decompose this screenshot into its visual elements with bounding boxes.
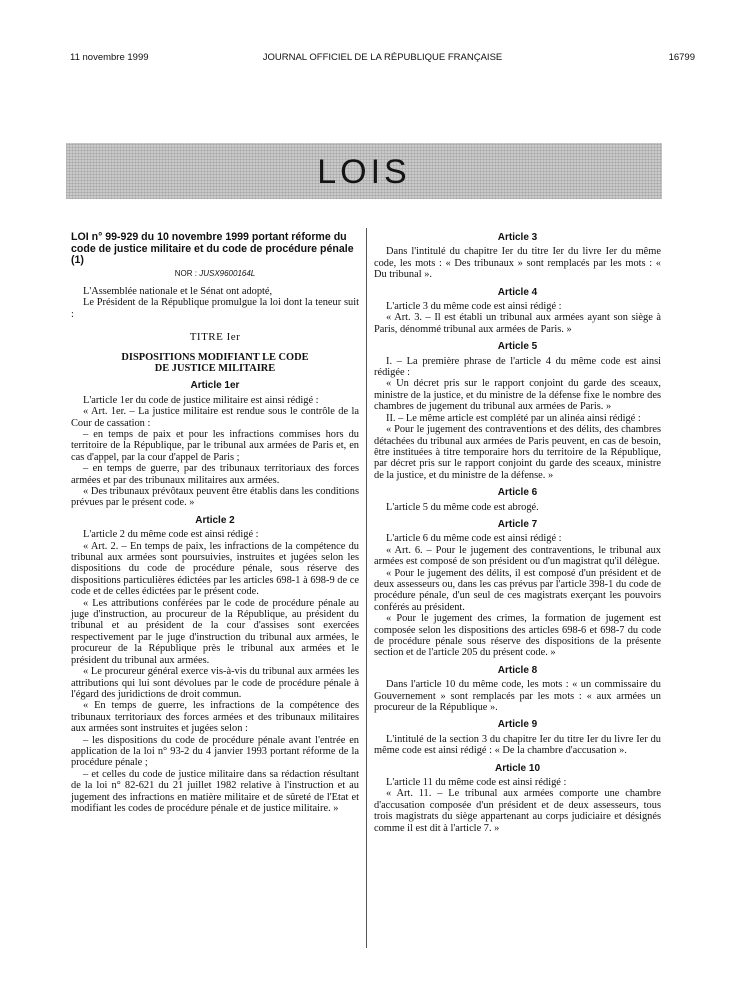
- nor-reference: [71, 268, 359, 279]
- article-paragraph: « Art. 1er. – La justice militaire est rendue sous le contrôle de la Cour de cassation :: [71, 406, 359, 429]
- article-paragraph: L'article 5 du même code est abrogé.: [386, 501, 539, 513]
- article-bullet: – et celles du code de justice militaire dans sa rédaction résultant de la loi n° 82-621 du 21 juillet 1982 relative à l'instruction et au jugement des infractions en matière militaire et de sûreté de l'Etat et modifiant les codes de procédure pénale et de justice militaire. »: [71, 768, 359, 814]
- titre-heading: TITRE Ier: [189, 331, 241, 344]
- article-paragraph: « En temps de guerre, les infractions de la compétence des tribunaux territoriaux des forces armées et des tribunaux militaires aux armées sont instruites et jugées selon :: [71, 700, 359, 735]
- article-paragraph: « Art. 11. – Le tribunal aux armées comporte une chambre d'accusation composée d'un président et de deux assesseurs, tous trois magistrats du siège appartenant au corps judiciaire et désignés comme il est dit à l'article 7. »: [374, 788, 661, 834]
- article-paragraph: « Art. 3. – Il est établi un tribunal aux armées ayant son siège à Paris, dénommé tribunal aux armées de Paris. »: [374, 312, 661, 335]
- article-paragraph: L'article 6 du même code est ainsi rédigé :: [386, 533, 562, 545]
- intro-paragraph: L'Assemblée nationale et le Sénat ont adopté,: [83, 285, 273, 297]
- article-paragraph: « Un décret pris sur le rapport conjoint du garde des sceaux, ministre de la justice, et du ministre de la défense fixe le nombre des chambres de jugement du tribunal aux armées de Paris. »: [374, 378, 661, 413]
- article-paragraph: « Les attributions conférées par le code de procédure pénale au juge d'instruction, au procureur de la République, au président du tribunal et au président de la cour d'assises sont exercées respectivement par le juge d'instruction du tribunal aux armées, le procureur de la République près le tribunal aux armées et le président du tribunal aux armées.: [71, 597, 359, 666]
- article-heading: Article 2: [195, 514, 235, 526]
- article-paragraph: I. – La première phrase de l'article 4 du même code est ainsi rédigée :: [374, 355, 661, 379]
- article-heading: Article 1er: [190, 380, 240, 392]
- article-paragraph: « Le procureur général exerce vis-à-vis du tribunal aux armées les attributions qui lui sont dévolues par le code de procédure pénale à l'égard des juridictions de droit commun.: [71, 666, 359, 700]
- section-heading: DE JUSTICE MILITAIRE: [154, 362, 276, 374]
- intro-paragraph: Le Président de la République promulgue la loi dont la teneur suit :: [71, 297, 359, 320]
- banner-label: LOIS: [317, 153, 411, 191]
- nor-label: NOR :: [174, 268, 200, 278]
- article-paragraph: Dans l'intitulé du chapitre Ier du titre Ier du livre Ier du même code, les mots : « Des tribunaux » sont remplacés par les mots : « Du tribunal ».: [374, 246, 661, 281]
- column-divider: [366, 228, 367, 948]
- nor-code: JUSX9600164L: [199, 268, 256, 278]
- article-paragraph: « Pour le jugement des délits, il est composé d'un président et de deux assesseurs ou, dans les cas prévus par l'article 398-1 du code de procédure pénale, d'un seul de ces magistrats exerçant les pouvoirs conférés au président.: [374, 567, 661, 613]
- right-column: [374, 232, 661, 834]
- article-paragraph: L'article 11 du même code est ainsi rédigé :: [386, 777, 567, 789]
- article-heading: Article 6: [497, 487, 538, 499]
- article-paragraph: « Des tribunaux prévôtaux peuvent être établis dans les conditions prévues par le présent code. »: [71, 486, 359, 509]
- page-header: [70, 52, 695, 66]
- header-date: 11 novembre 1999: [70, 52, 149, 63]
- article-paragraph: II. – Le même article est complété par un alinéa ainsi rédigé :: [386, 412, 641, 424]
- article-paragraph: Dans l'article 10 du même code, les mots : « un commissaire du Gouvernement » sont remplacés par les mots : « aux armées un procureur de la République ».: [374, 679, 661, 714]
- section-heading: DISPOSITIONS MODIFIANT LE CODE: [121, 351, 309, 363]
- article-bullet: – en temps de paix et pour les infractions commises hors du territoire de la République, par le tribunal aux armées de Paris et, en cas d'appel, par la cour d'appel de Paris ;: [71, 428, 359, 463]
- article-heading: Article 9: [497, 719, 538, 731]
- article-paragraph: « Art. 2. – En temps de paix, les infractions de la compétence du tribunal aux armées sont poursuivies, instruites et jugées selon les dispositions du code de procédure pénale, sous réserve des dispositions particulières édictées par les articles 698-1 à 698-9 de ce code et de celles édictées par le présent code.: [71, 540, 359, 598]
- journal-title: JOURNAL OFFICIEL DE LA RÉPUBLIQUE FRANÇAISE: [262, 52, 503, 63]
- section-banner: [66, 143, 662, 199]
- law-title: LOI n° 99-929 du 10 novembre 1999 portant réforme du code de justice militaire et du code de procédure pénale (1): [71, 231, 354, 266]
- article-heading: Article 4: [497, 286, 538, 298]
- article-paragraph: L'article 2 du même code est ainsi rédigé :: [83, 529, 259, 541]
- article-heading: Article 3: [497, 232, 538, 243]
- article-paragraph: L'intitulé de la section 3 du chapitre Ier du titre Ier du livre Ier du même code est ainsi rédigé : « De la chambre d'accusation ».: [374, 733, 661, 757]
- article-paragraph: « Art. 6. – Pour le jugement des contraventions, le tribunal aux armées est composé de son président ou d'un magistrat qu'il délègue.: [374, 544, 661, 568]
- article-paragraph: L'article 3 du même code est ainsi rédigé :: [386, 301, 562, 313]
- page-number: 16799: [668, 52, 695, 63]
- article-paragraph: L'article 1er du code de justice militaire est ainsi rédigé :: [83, 394, 319, 406]
- article-bullet: – les dispositions du code de procédure pénale avant l'entrée en application de la loi n° 93-2 du 4 janvier 1993 portant réforme de la procédure pénale ;: [71, 734, 359, 769]
- article-paragraph: « Pour le jugement des contraventions et des délits, des chambres détachées du tribunal aux armées de Paris peuvent, en cas de besoin, être instituées à titre temporaire hors du territoire de la République, par décret pris sur le rapport conjoint du garde des sceaux, ministre de la justice, et du ministre de la défense. »: [374, 424, 661, 481]
- left-column: [71, 232, 359, 814]
- article-heading: Article 10: [494, 762, 541, 774]
- article-heading: Article 8: [497, 664, 538, 676]
- article-paragraph: « Pour le jugement des crimes, la formation de jugement est composée selon les dispositions des articles 698-6 et 698-7 du code de procédure pénale sous réserve des dispositions de la présente section et de l'article 205 du présent code. »: [374, 613, 661, 659]
- article-heading: Article 7: [497, 518, 538, 530]
- article-bullet: – en temps de guerre, par des tribunaux territoriaux des forces armées et par des tribunaux militaires aux armées.: [71, 463, 359, 486]
- article-heading: Article 5: [497, 341, 538, 353]
